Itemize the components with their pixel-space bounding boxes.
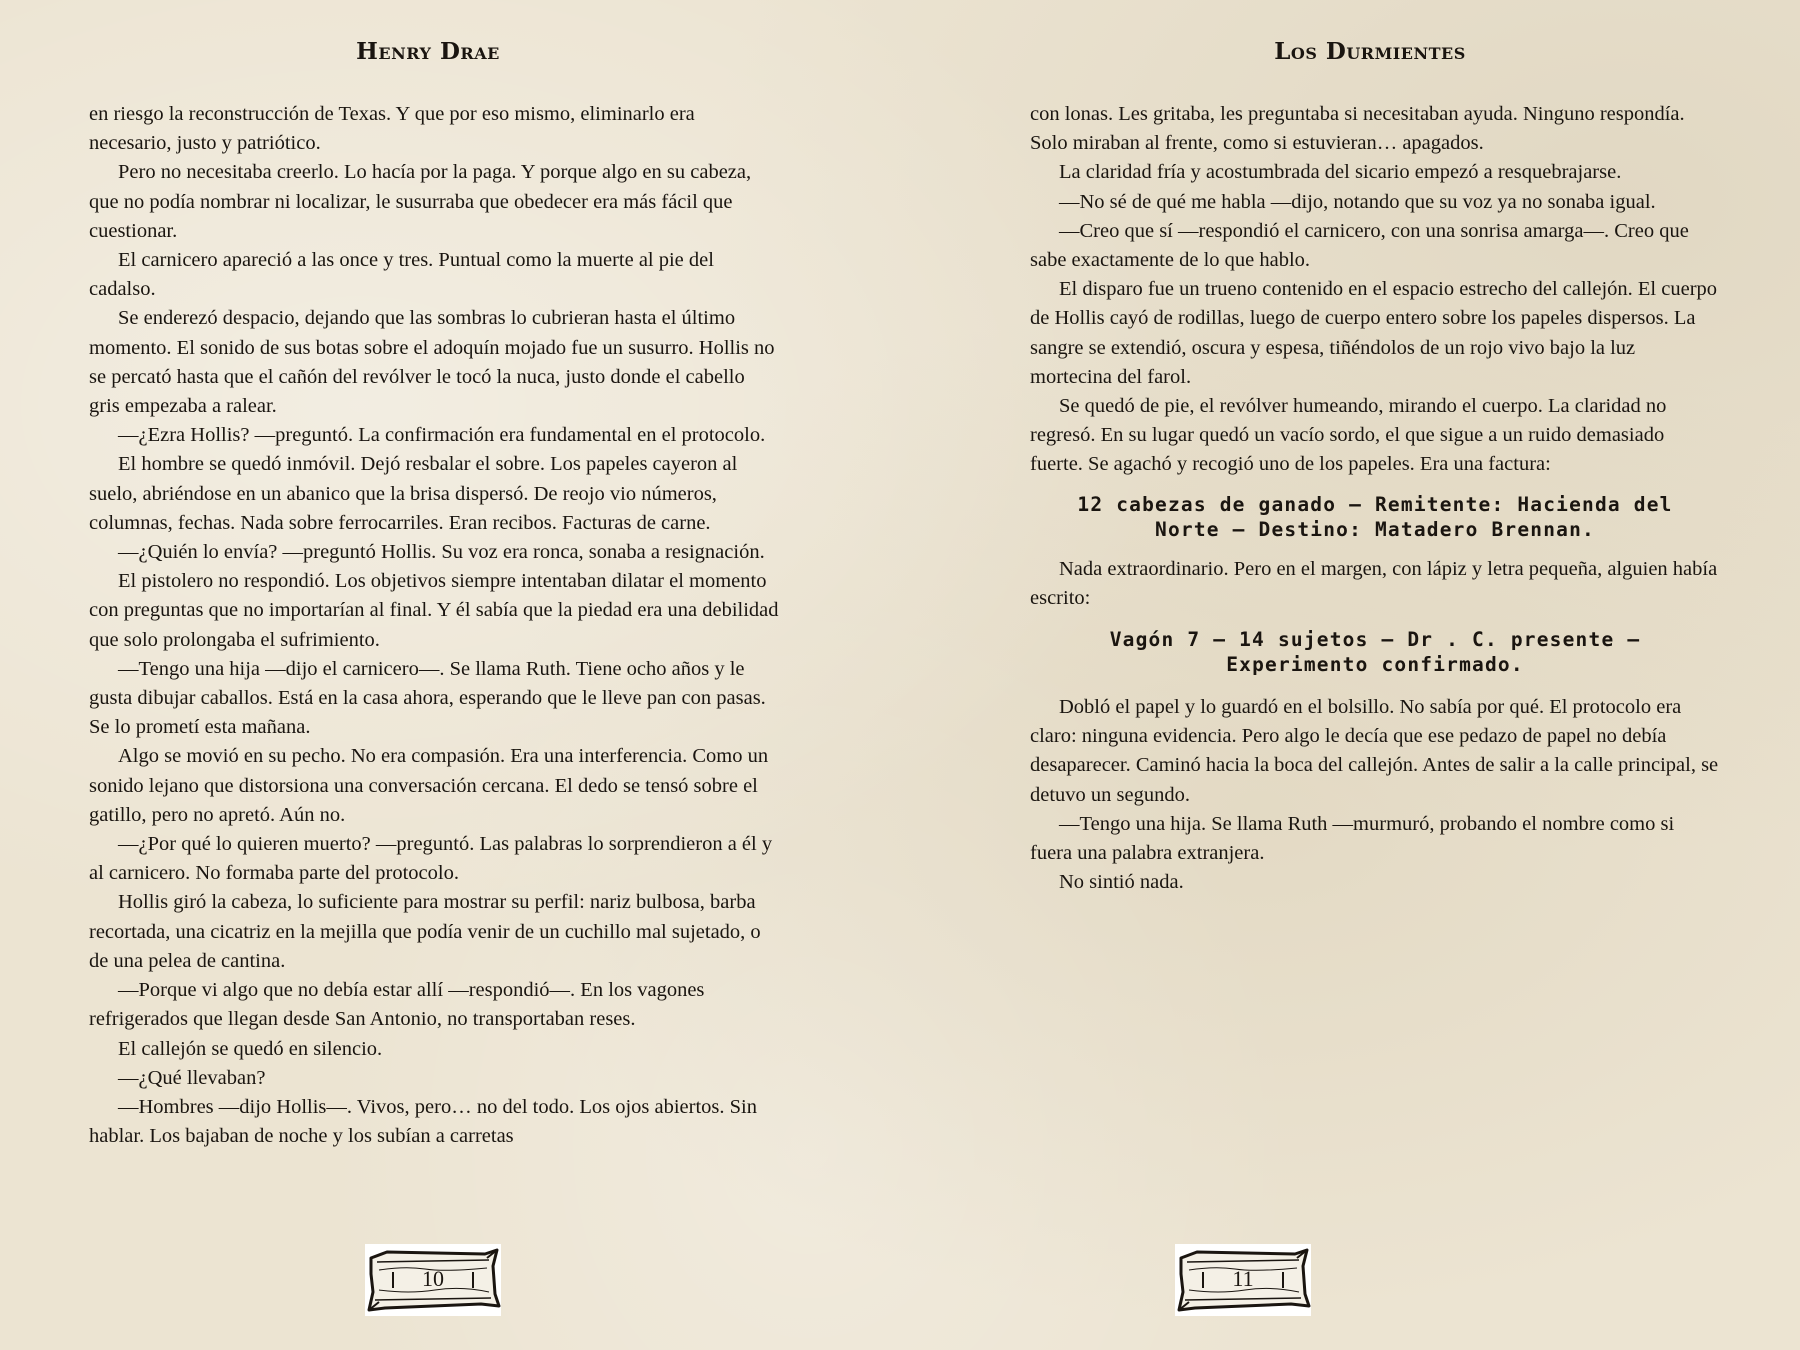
- paragraph: Pero no necesitaba creerlo. Lo hacía por la paga. Y porque algo en su cabeza, que no podía nombrar ni localizar, le susurraba que obedecer era más fácil que cuestionar.: [89, 161, 752, 242]
- paragraph: Algo se movió en su pecho. No era compasión. Era una interferencia. Como un sonido lejano que distorsiona una conversación cercana. El dedo se tensó sobre el gatillo, pero no apretó. Aún no.: [89, 745, 769, 826]
- paragraph: —¿Por qué lo quieren muerto? —preguntó. Las palabras lo sorprendieron a él y al carnicero. No formaba parte del protocolo.: [89, 833, 773, 885]
- paragraph: —¿Quién lo envía? —preguntó Hollis. Su voz era ronca, sonaba a resignación.: [118, 541, 765, 564]
- paragraph: —Porque vi algo que no debía estar allí —respondió—. En los vagones refrigerados que llegan desde San Antonio, no transportaban reses.: [89, 979, 705, 1031]
- paragraph: El disparo fue un trueno contenido en el espacio estrecho del callejón. El cuerpo de Hollis cayó de rodillas, luego de cuerpo entero sobre los papeles dispersos. La sangre se extendió, oscura y espesa, tiñéndolos de un rojo vivo bajo la luz mortecina del farol.: [1030, 278, 1718, 388]
- paragraph: El carnicero apareció a las once y tres. Puntual como la muerte al pie del cadalso.: [89, 249, 714, 301]
- invoice-note-line: Norte – Destino: Matadero Brennan.: [1155, 517, 1595, 541]
- paragraph: —Hombres —dijo Hollis—. Vivos, pero… no del todo. Los ojos abiertos. Sin hablar. Los bajaban de noche y los subían a carretas: [89, 1095, 757, 1148]
- page-number-plaque: [1175, 1244, 1311, 1316]
- paragraph: Nada extraordinario. Pero en el margen, con lápiz y letra pequeña, alguien había escrito:: [1030, 557, 1718, 609]
- margin-note-line: Experimento confirmado.: [1226, 653, 1524, 677]
- paragraph: —Tengo una hija. Se llama Ruth —murmuró, probando el nombre como si fuera una palabra extranjera.: [1030, 812, 1675, 865]
- page-number: 10: [422, 1266, 444, 1291]
- margin-note: [1040, 627, 1710, 677]
- paragraph: El pistolero no respondió. Los objetivos siempre intentaban dilatar el momento con preguntas que no importarían al final. Y él sabía que la piedad era una debilidad que solo prolongaba el sufrimiento.: [89, 570, 779, 651]
- invoice-note: [1040, 492, 1710, 542]
- margin-note-line: Vagón 7 – 14 sujetos – Dr . C. presente –: [1109, 628, 1641, 652]
- paragraph: —No sé de qué me habla —dijo, notando que su voz ya no sonaba igual.: [1059, 190, 1656, 213]
- paragraph: —¿Qué llevaban?: [118, 1066, 266, 1089]
- paragraph: con lonas. Les gritaba, les preguntaba si necesitaban ayuda. Ninguno respondía. Solo miraban al frente, como si estuvieran… apagados.: [1030, 103, 1685, 155]
- page-number: 11: [1232, 1266, 1254, 1291]
- paragraph: Se enderezó despacio, dejando que las sombras lo cubrieran hasta el último momento. El sonido de sus botas sobre el adoquín mojado fue un susurro. Hollis no se percató hasta que el cañón del revólver le tocó la nuca, justo donde el cabello gris empezaba a ralear.: [89, 307, 775, 418]
- page-number-plaque: [365, 1244, 501, 1316]
- invoice-note-line: 12 cabezas de ganado – Remitente: Hacienda del: [1077, 492, 1673, 516]
- running-header-author: Henry Drae: [356, 38, 500, 65]
- running-header-title: Los Durmientes: [1274, 38, 1466, 65]
- paragraph: en riesgo la reconstrucción de Texas. Y que por eso mismo, eliminarlo era necesario, justo y patriótico.: [89, 103, 695, 155]
- paragraph: El callejón se quedó en silencio.: [118, 1037, 383, 1060]
- paragraph: Dobló el papel y lo guardó en el bolsillo. No sabía por qué. El protocolo era claro: ninguna evidencia. Pero algo le decía que ese pedazo de papel no debía desaparecer. Caminó hacia la boca del callejón. Antes de salir a la calle principal, se detuvo un segundo.: [1030, 696, 1719, 806]
- paragraph: La claridad fría y acostumbrada del sicario empezó a resquebrajarse.: [1059, 161, 1622, 184]
- paragraph: El hombre se quedó inmóvil. Dejó resbalar el sobre. Los papeles cayeron al suelo, abriéndose en un abanico que la brisa dispersó. De reojo vio números, columnas, fechas. Nada sobre ferrocarriles. Eran recibos. Facturas de carne.: [89, 453, 738, 534]
- paragraph: Hollis giró la cabeza, lo suficiente para mostrar su perfil: nariz bulbosa, barba recortada, una cicatriz en la mejilla que podía venir de un cuchillo mal sujetado, o de una pelea de cantina.: [89, 891, 761, 972]
- paragraph: Se quedó de pie, el revólver humeando, mirando el cuerpo. La claridad no regresó. En su lugar quedó un vacío sordo, el que sigue a un ruido demasiado fuerte. Se agachó y recogió uno de los papeles. Era una factura:: [1030, 395, 1667, 476]
- paragraph: —Creo que sí —respondió el carnicero, con una sonrisa amarga—. Creo que sabe exactamente de lo que hablo.: [1030, 219, 1689, 272]
- paragraph: No sintió nada.: [1059, 871, 1184, 894]
- left-page-body: [89, 100, 779, 1151]
- paragraph: —¿Ezra Hollis? —preguntó. La confirmación era fundamental en el protocolo.: [118, 424, 766, 447]
- paragraph: —Tengo una hija —dijo el carnicero—. Se llama Ruth. Tiene ocho años y le gusta dibujar caballos. Está en la casa ahora, esperando que le lleve pan con pasas. Se lo prometí esta mañana.: [89, 657, 766, 739]
- right-page: [900, 0, 1800, 1350]
- right-page-body: [1030, 100, 1720, 897]
